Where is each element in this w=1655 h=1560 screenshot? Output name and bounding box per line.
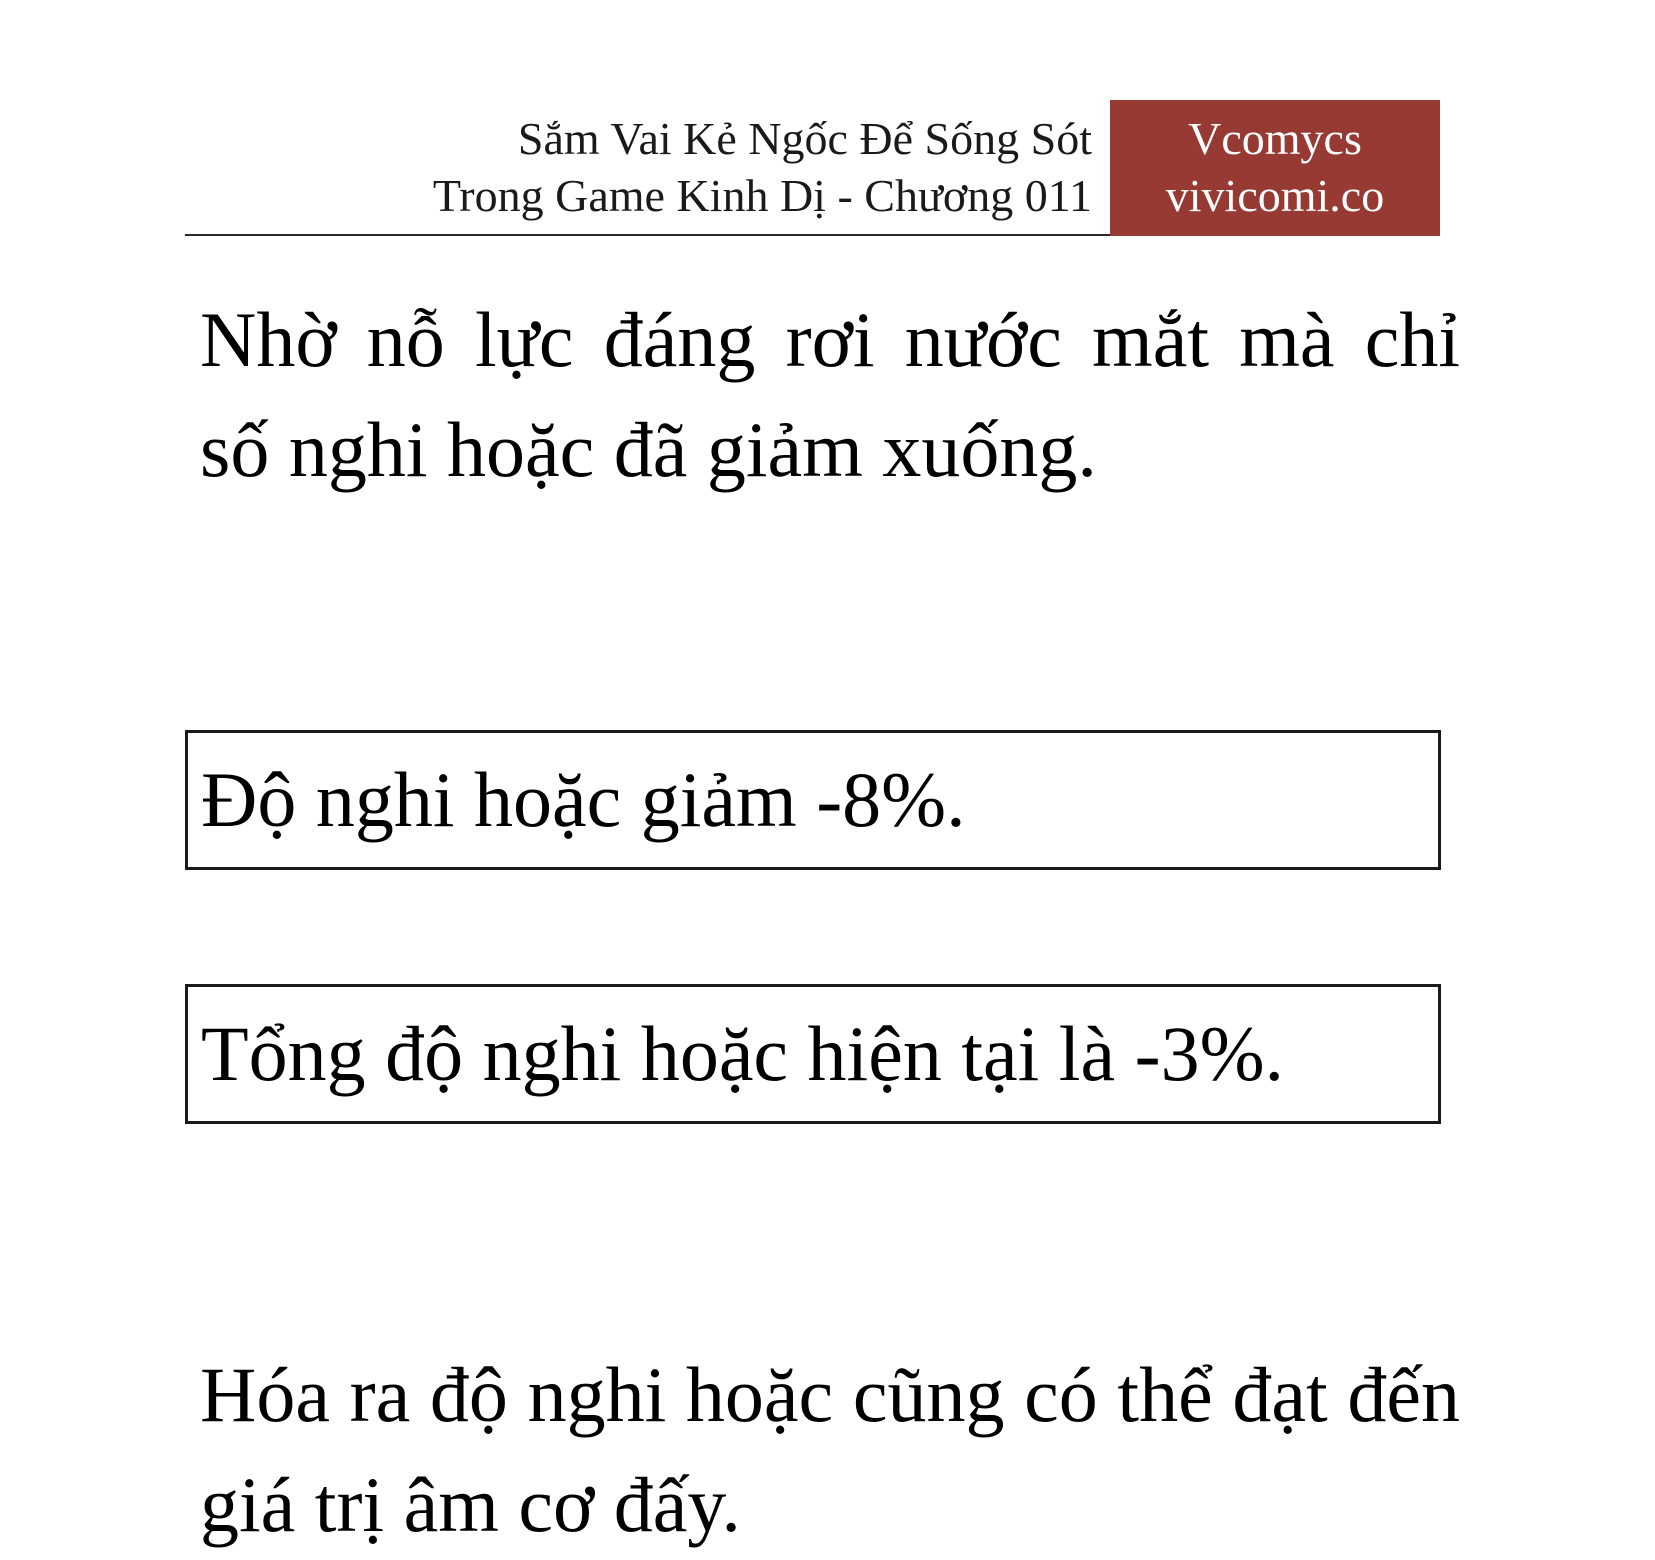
brand-watermark (1110, 100, 1440, 236)
brand-site: vivicomi.co (1165, 170, 1385, 221)
chapter-title (185, 100, 1092, 234)
narration-paragraph-2: Hóa ra độ nghi hoặc cũng có thể đạt đến giá trị âm cơ đấy. (200, 1351, 1460, 1548)
chapter-title-line-2: Trong Game Kinh Dị - Chương 011 (432, 170, 1092, 221)
system-notice-1: Độ nghi hoặc giảm -8%. (185, 730, 1441, 870)
narration-paragraph-1: Nhờ nỗ lực đáng rơi nước mắt mà chỉ số nghi hoặc đã giảm xuống. (200, 296, 1460, 493)
page-header (185, 100, 1440, 236)
system-notice-2: Tổng độ nghi hoặc hiện tại là -3%. (185, 984, 1441, 1124)
brand-name: Vcomycs (1188, 113, 1362, 164)
chapter-title-line-1: Sắm Vai Kẻ Ngốc Để Sống Sót (517, 113, 1092, 164)
